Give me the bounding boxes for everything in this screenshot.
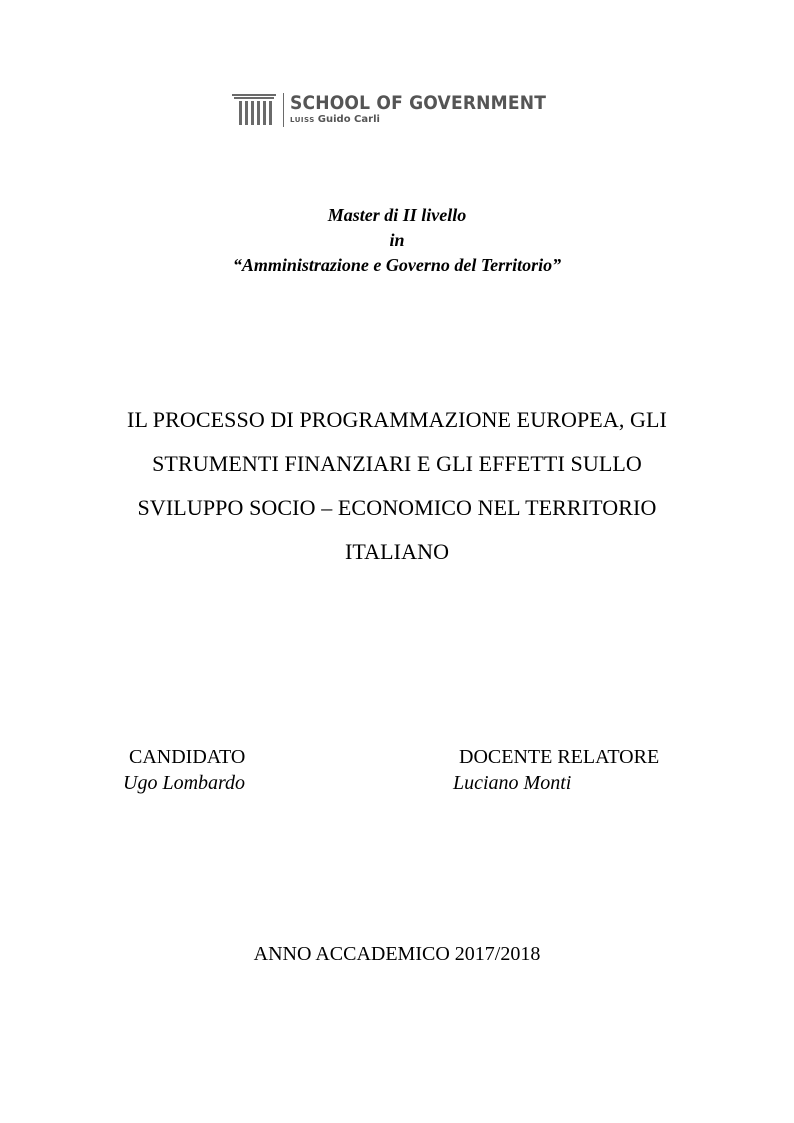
- master-line-1: Master di II livello: [327, 205, 467, 225]
- supervisor-label: DOCENTE RELATORE: [459, 746, 660, 768]
- thesis-title-line: STRUMENTI FINANZIARI E GLI EFFETTI SULLO: [152, 451, 642, 476]
- candidate-name: Ugo Lombardo: [123, 772, 246, 794]
- thesis-title-line: SVILUPPO SOCIO – ECONOMICO NEL TERRITORIO: [137, 495, 657, 520]
- master-line-2: in: [389, 230, 405, 250]
- school-logo: [231, 92, 575, 132]
- logo-text: [290, 92, 575, 126]
- logo-luiss: LUISS: [290, 116, 315, 124]
- logo-title: SCHOOL OF GOVERNMENT: [290, 92, 547, 114]
- logo-guido-carli: Guido Carli: [317, 114, 380, 125]
- supervisor-name: Luciano Monti: [453, 772, 572, 794]
- column-icon: [231, 92, 277, 128]
- thesis-title-line: ITALIANO: [344, 539, 450, 564]
- logo-divider: [283, 93, 284, 127]
- master-line-3: “Amministrazione e Governo del Territorio”: [232, 255, 562, 275]
- master-heading: [0, 203, 794, 278]
- thesis-title-line: IL PROCESSO DI PROGRAMMAZIONE EUROPEA, GLI: [127, 407, 667, 432]
- thesis-title: [60, 398, 734, 574]
- logo-subtitle: [290, 114, 575, 126]
- academic-year: ANNO ACCADEMICO 2017/2018: [253, 943, 541, 965]
- candidate-label: CANDIDATO: [129, 746, 246, 768]
